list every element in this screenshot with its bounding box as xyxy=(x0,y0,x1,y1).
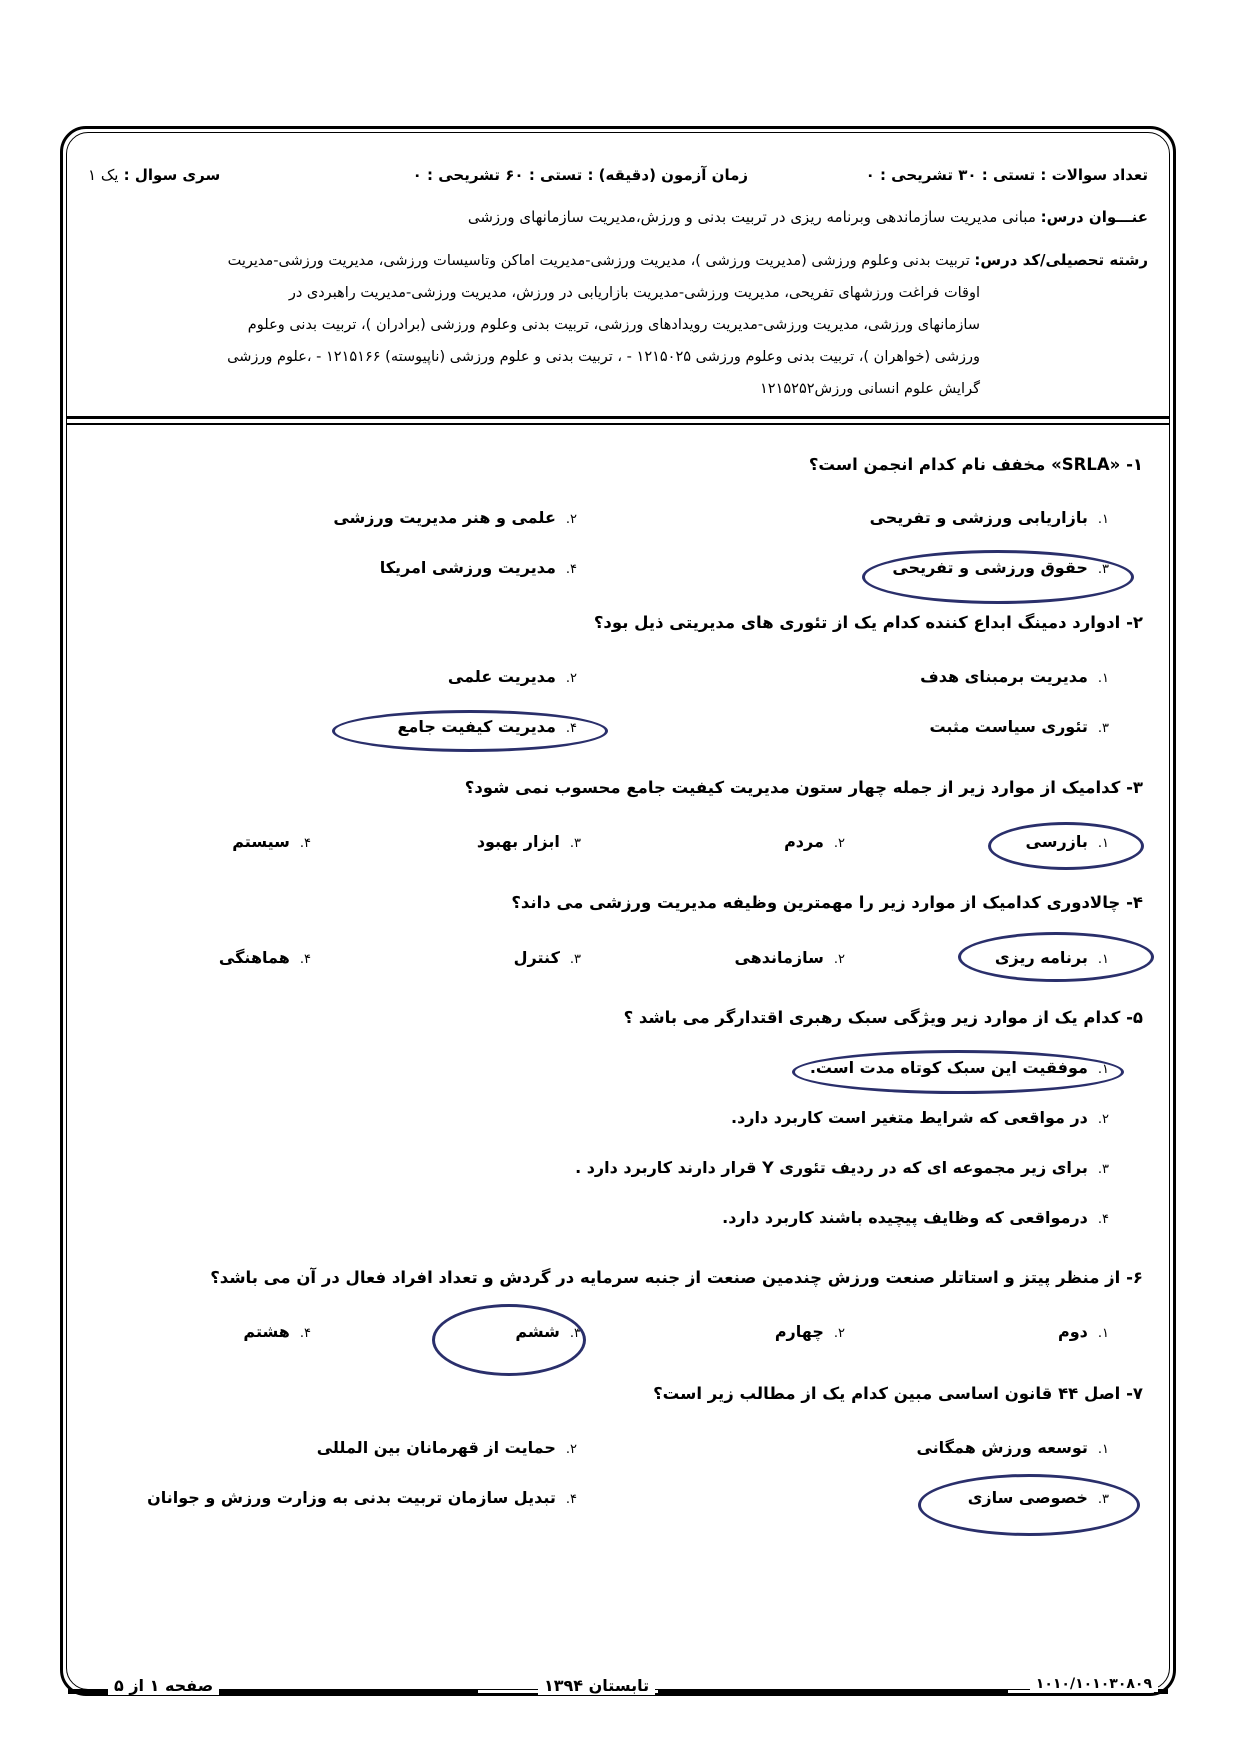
q3-option-1[interactable]: ۱.بازرسی xyxy=(1025,832,1109,851)
q1-option-1[interactable]: ۱.بازاریابی ورزشی و تفریحی xyxy=(869,508,1109,527)
question-5: ۵- کدام یک از موارد زیر ویژگی سبک رهبری اقتدارگر می باشد ؟ xyxy=(623,1008,1143,1027)
q6-option-1[interactable]: ۱.دوم xyxy=(1057,1322,1109,1341)
field-of-study xyxy=(82,244,1148,405)
q3-option-2[interactable]: ۲.مردم xyxy=(784,832,845,851)
field-line-5: گرایش علوم انسانی ورزش۱۲۱۵۲۵۲ xyxy=(760,381,980,397)
q2-option-1[interactable]: ۱.مدیریت برمبنای هدف xyxy=(920,667,1109,686)
q5-option-1[interactable]: ۱.موفقیت این سبک کوتاه مدت است. xyxy=(809,1058,1109,1077)
course-title-value: مبانی مدیریت سازماندهی وبرنامه ریزی در تربیت بدنی و ورزش،مدیریت سازمانهای ورزشی xyxy=(467,208,1036,226)
q5-option-4[interactable]: ۴.درمواقعی که وظایف پیچیده باشند کاربرد دارد. xyxy=(722,1208,1109,1227)
q6-option-4[interactable]: ۴.هشتم xyxy=(243,1322,311,1341)
q6-option-3[interactable]: ۳.ششم xyxy=(515,1322,581,1341)
q7-option-4[interactable]: ۴.تبدیل سازمان تربیت بدنی به وزارت ورزش و جوانان xyxy=(147,1488,577,1507)
footer-rule-middle xyxy=(658,1689,1008,1694)
answer-circle-q7 xyxy=(918,1474,1140,1536)
question-6: ۶- از منظر پیتز و استاتلر صنعت ورزش چندمین صنعت از جنبه سرمایه در گردش و تعداد افراد فعال در آن می باشد؟ xyxy=(210,1268,1143,1287)
q4-option-2[interactable]: ۲.سازماندهی xyxy=(734,948,845,967)
q7-option-3[interactable]: ۳.خصوصی سازی xyxy=(967,1488,1109,1507)
question-4: ۴- چالادوری کدامیک از موارد زیر را مهمترین وظیفه مدیریت ورزشی می داند؟ xyxy=(511,893,1143,912)
course-title xyxy=(88,208,1148,226)
page-footer xyxy=(68,1676,1168,1706)
field-line-2: اوقات فراغت ورزشهای تفریحی، مدیریت ورزشی-مدیریت بازاریابی در ورزش، مدیریت ورزشی-مدیریت راهبردی در xyxy=(288,285,980,301)
q4-option-3[interactable]: ۳.کنترل xyxy=(513,948,581,967)
q2-option-2[interactable]: ۲.مدیریت علمی xyxy=(447,667,577,686)
q7-option-2[interactable]: ۲.حمایت از قهرمانان بین المللی xyxy=(316,1438,577,1457)
footer-rule-edge-left xyxy=(68,1689,108,1694)
series-label: سری سوال : xyxy=(123,166,221,184)
q4-option-4[interactable]: ۴.هماهنگی xyxy=(218,948,311,967)
question-count: تعداد سوالات : تستی : ۳۰ تشریحی : ۰ xyxy=(865,166,1148,184)
answer-circle-q5 xyxy=(792,1050,1124,1094)
exam-header xyxy=(72,150,1164,418)
q3-option-3[interactable]: ۳.ابزار بهبود xyxy=(476,832,581,851)
answer-circle-q6 xyxy=(432,1304,586,1376)
answer-circle-q1 xyxy=(862,550,1134,604)
answer-circle-q4 xyxy=(958,932,1154,982)
field-line-3: سازمانهای ورزشی، مدیریت ورزشی-مدیریت رویدادهای ورزشی، تربیت بدنی وعلوم ورزشی (برادران )، تربیت بدنی وعلوم xyxy=(247,317,980,333)
q1-option-4[interactable]: ۴.مدیریت ورزشی امریکا xyxy=(379,558,577,577)
q1-option-3[interactable]: ۳.حقوق ورزشی و تفریحی xyxy=(892,558,1109,577)
q3-option-4[interactable]: ۴.سیستم xyxy=(232,832,311,851)
field-line-1: تربیت بدنی وعلوم ورزشی (مدیریت ورزشی )، مدیریت ورزشی-مدیریت اماکن وتاسیسات ورزشی، مدیریت ورزشی-مدیریت xyxy=(227,253,970,269)
course-title-label: عنـــوان درس: xyxy=(1040,208,1148,226)
field-line-4: ورزشی (خواهران )، تربیت بدنی وعلوم ورزشی ۱۲۱۵۰۲۵ - ، تربیت بدنی و علوم ورزشی (ناپیوسته) ۱۲۱۵۱۶۶ - ،علوم ورزشی xyxy=(227,349,980,365)
question-1: ۱- «SRLA» مخفف نام کدام انجمن است؟ xyxy=(808,455,1143,474)
answer-circle-q2 xyxy=(332,710,608,752)
q2-option-4[interactable]: ۴.مدیریت کیفیت جامع xyxy=(397,717,577,736)
q5-option-3[interactable]: ۳.برای زیر مجموعه ای که در ردیف تئوری Y قرار دارند کاربرد دارد . xyxy=(575,1158,1109,1177)
series-value: یک ۱ xyxy=(88,166,119,184)
q5-option-2[interactable]: ۲.در مواقعی که شرایط متغیر است کاربرد دارد. xyxy=(731,1108,1109,1127)
header-divider-thin xyxy=(66,423,1170,425)
q6-option-2[interactable]: ۲.چهارم xyxy=(774,1322,845,1341)
q7-option-1[interactable]: ۱.توسعه ورزش همگانی xyxy=(916,1438,1109,1457)
header-divider xyxy=(66,416,1170,419)
term-label: تابستان ۱۳۹۴ xyxy=(538,1676,655,1695)
exam-code: ۱۰۱۰/۱۰۱۰۳۰۸۰۹ xyxy=(1030,1676,1158,1692)
question-3: ۳- کدامیک از موارد زیر از جمله چهار ستون مدیریت کیفیت جامع محسوب نمی شود؟ xyxy=(464,778,1143,797)
q4-option-1[interactable]: ۱.برنامه ریزی xyxy=(994,948,1109,967)
header-summary-row xyxy=(88,166,1148,192)
field-label: رشته تحصیلی/کد درس: xyxy=(974,251,1148,269)
page-number: صفحه ۱ از ۵ xyxy=(108,1676,219,1695)
answer-circle-q3 xyxy=(988,822,1144,870)
q1-option-2[interactable]: ۲.علمی و هنر مدیریت ورزشی xyxy=(333,508,577,527)
question-2: ۲- ادوارد دمینگ ابداع کننده کدام یک از تئوری های مدیریتی ذیل بود؟ xyxy=(593,613,1143,632)
q2-option-3[interactable]: ۳.تئوری سیاست مثبت xyxy=(929,717,1109,736)
series xyxy=(88,166,220,184)
exam-time: زمان آزمون (دقیقه) : تستی : ۶۰ تشریحی : ۰ xyxy=(412,166,748,184)
footer-rule-left xyxy=(196,1689,478,1694)
question-7: ۷- اصل ۴۴ قانون اساسی مبین کدام یک از مطالب زیر است؟ xyxy=(653,1384,1143,1403)
